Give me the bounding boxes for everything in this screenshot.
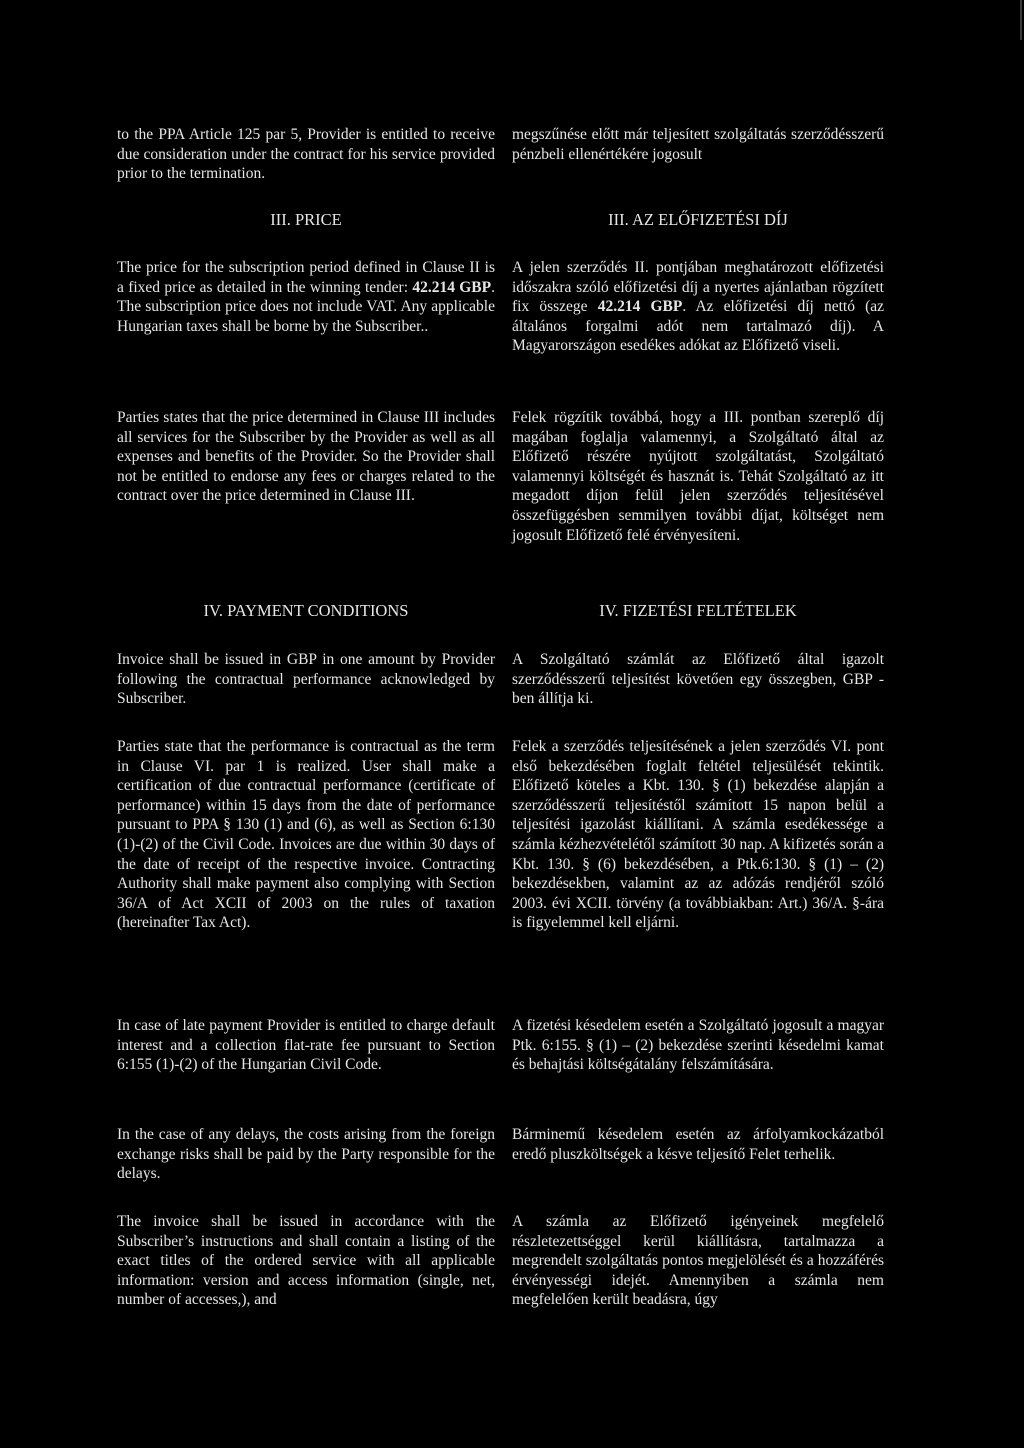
hu-price-text-a: A jelen szerződés II. pontjában meghatározott előfizetési időszakra szóló előfizetési díj a nyertes ajánlatban rögzített fix összege (512, 259, 884, 316)
hu-payment-paragraph-1: A Szolgáltató számlát az Előfizető által igazolt szerződésszerű teljesítést követően egy összegben, GBP -ben állítja ki. (512, 651, 884, 708)
hu-termination-paragraph: megszűnése előtt már teljesített szolgáltatás szerződésszerű pénzbeli ellenértékére jogosult (512, 126, 884, 163)
scan-edge-mark (1020, 0, 1022, 40)
en-payment-paragraph-3: In case of late payment Provider is entitled to charge default interest and a collection flat-rate fee pursuant to Section 6:155 (1)-(2) of the Hungarian Civil Code. (117, 1017, 495, 1074)
hu-price-heading: III. AZ ELŐFIZETÉSI DÍJ (608, 210, 788, 229)
hu-price-paragraph-2: Felek rögzítik továbbá, hogy a III. pontban szereplő díj magában foglalja valamennyi, a Szolgáltató által az Előfizető részére nyújtott szolgáltatást, Szolgáltató valamennyi költségét és hasznát is. Tehát Szolgáltató az itt megadott díjon felül jelen szerződés teljesítésével összefüggésben semmilyen további díjat, költséget nem jogosult Előfizető felé érvényesíteni. (512, 409, 884, 544)
en-price-paragraph-2: Parties states that the price determined in Clause III includes all services for the Subscriber by the Provider as well as all expenses and benefits of the Provider. So the Provider shall not be entitled to endorse any fees or charges related to the contract over the price determined in Clause III. (117, 409, 495, 505)
en-payment-paragraph-2: Parties state that the performance is contractual as the term in Clause VI. par 1 is realized. User shall make a certification of due contractual performance (certificate of performance) within 15 days from the date of performance pursuant to PPA § 130 (1) and (6), as well as Section 6:130 (1)-(2) of the Civil Code. Invoices are due within 30 days of the date of receipt of the respective invoice. Contracting Authority shall make payment also complying with Section 36/A of Act XCII of 2003 on the rules of taxation (hereinafter Tax Act). (117, 738, 495, 932)
en-price-heading: III. PRICE (270, 210, 342, 229)
hu-payment-heading: IV. FIZETÉSI FELTÉTELEK (599, 601, 797, 620)
en-payment-heading: IV. PAYMENT CONDITIONS (203, 601, 409, 620)
en-payment-paragraph-4: In the case of any delays, the costs arising from the foreign exchange risks shall be paid by the Party responsible for the delays. (117, 1126, 495, 1183)
hu-price-paragraph-1 (512, 258, 884, 356)
hu-price-amount: 42.214 GBP (597, 298, 683, 316)
hu-payment-paragraph-5: A számla az Előfizető igényeinek megfelelő részletezettséggel kerül kiállításra, tartalmazza a megrendelt szolgáltatás pontos megjelölését és a hozzáférés érvényességi idejét. Amennyiben a számla nem megfelelően került beadásra, úgy (512, 1213, 884, 1309)
en-termination-paragraph: to the PPA Article 125 par 5, Provider is entitled to receive due consideration under the contract for his service provided prior to the termination. (117, 126, 495, 183)
en-payment-paragraph-5: The invoice shall be issued in accordance with the Subscriber’s instructions and shall contain a listing of the exact titles of the ordered service with all applicable information: version and access information (single, net, number of accesses,), and (117, 1213, 495, 1309)
en-price-amount: 42.214 GBP (412, 278, 492, 296)
hu-price-text-b: . Az előfizetési díj nettó (az általános forgalmi adót nem tartalmazó díj). A Magyarországon esedékes adókat az Előfizető viseli. (512, 298, 885, 355)
hu-payment-paragraph-4: Bárminemű késedelem esetén az árfolyamkockázatból eredő pluszköltségek a késve teljesítő Felet terhelik. (512, 1126, 884, 1163)
en-price-paragraph-1 (117, 258, 495, 336)
hu-payment-paragraph-3: A fizetési késedelem esetén a Szolgáltató jogosult a magyar Ptk. 6:155. § (1) – (2) bekezdése szerinti késedelmi kamat és behajtási költségátalány felszámítására. (512, 1017, 884, 1074)
en-price-text-b: . The subscription price does not include VAT. Any applicable Hungarian taxes shall be borne by the Subscriber.. (117, 278, 495, 335)
hu-payment-paragraph-2: Felek a szerződés teljesítésének a jelen szerződés VI. pont első bekezdésében foglalt feltétel teljesülését tekintik. Előfizető köteles a Kbt. 130. § (1) bekezdése alapján a szerződésszerű teljesítéstől számított 15 napon belül a teljesítési igazolást kiállítani. A számla esedékessége a számla kézhezvételétől számított 30 nap. A kifizetés során a Kbt. 130. § (6) bekezdésében, a Ptk.6:130. § (1) – (2) bekezdésekben, valamint az az adózás rendjéről szóló 2003. évi XCII. törvény (a továbbiakban: Art.) 36/A. §-ára is figyelemmel kell eljárni. (512, 738, 884, 932)
en-price-text-a: The price for the subscription period defined in Clause II is a fixed price as detailed in the winning tender: (117, 259, 495, 296)
en-payment-paragraph-1: Invoice shall be issued in GBP in one amount by Provider following the contractual performance acknowledged by Subscriber. (117, 651, 495, 708)
